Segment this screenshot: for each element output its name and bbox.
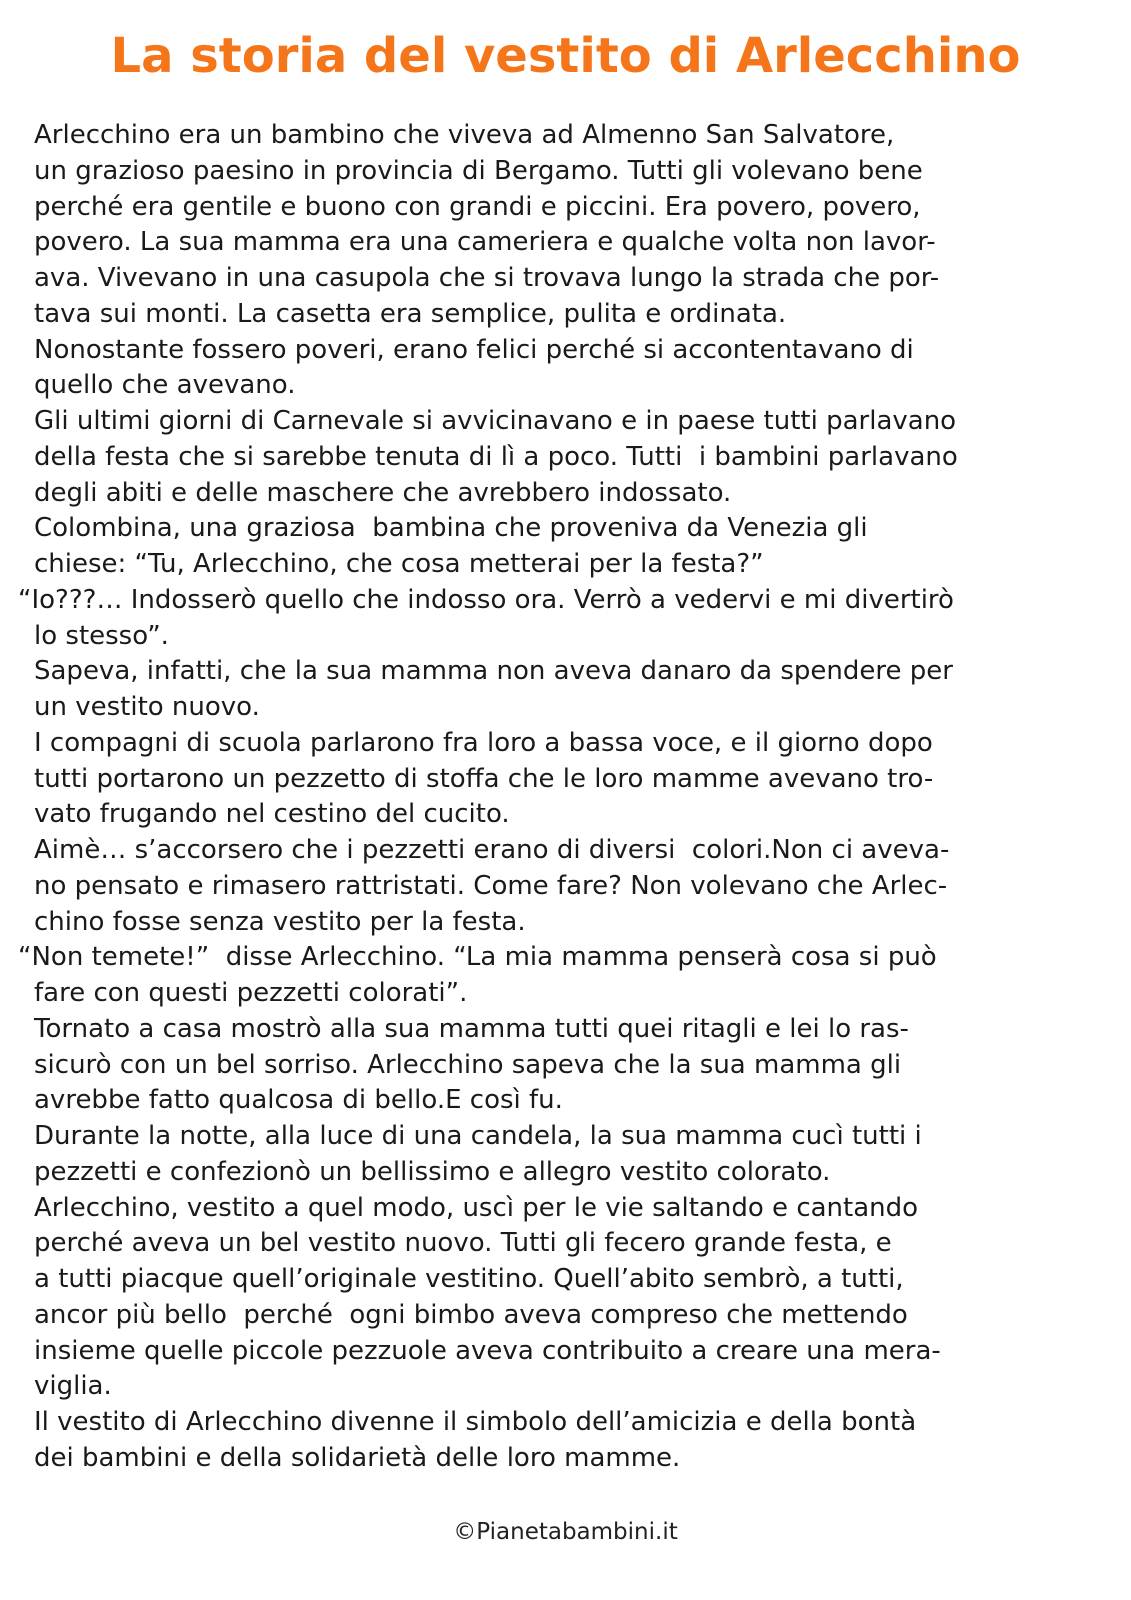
story-line: dei bambini e della solidarietà delle loro mamme. xyxy=(34,1442,681,1473)
story-line: vato frugando nel cestino del cucito. xyxy=(34,799,510,830)
copyright-footer: ©Pianetabambini.it xyxy=(453,1519,678,1545)
story-line: tava sui monti. La casetta era semplice, pulita e ordinata. xyxy=(34,298,787,329)
story-line: pezzetti e confezionò un bellissimo e allegro vestito colorato. xyxy=(34,1156,831,1187)
story-line: perché aveva un bel vestito nuovo. Tutti gli fecero grande festa, e xyxy=(34,1228,892,1259)
story-line: Arlecchino, vestito a quel modo, uscì per le vie saltando e cantando xyxy=(34,1192,919,1223)
story-line: no pensato e rimasero rattristati. Come fare? Non volevano che Arlec- xyxy=(34,870,948,901)
story-line: avrebbe fatto qualcosa di bello.E così fu. xyxy=(34,1085,563,1116)
story-line: insieme quelle piccole pezzuole aveva contribuito a creare una mera- xyxy=(34,1335,941,1366)
story-line: un grazioso paesino in provincia di Bergamo. Tutti gli volevano bene xyxy=(34,155,923,186)
story-line: Gli ultimi giorni di Carnevale si avvicinavano e in paese tutti parlavano xyxy=(34,406,957,436)
story-line: chiese: “Tu, Arlecchino, che cosa metterai per la festa?” xyxy=(34,549,764,579)
story-line: I compagni di scuola parlarono fra loro a bassa voce, e il giorno dopo xyxy=(34,727,933,758)
story-line: Aimè… s’accorsero che i pezzetti erano di diversi colori.Non ci aveva- xyxy=(34,835,950,865)
story-line: Nonostante fossero poveri, erano felici perché si accontentavano di xyxy=(34,334,914,365)
story-line: a tutti piacque quell’originale vestitino. Quell’abito sembrò, a tutti, xyxy=(34,1264,904,1294)
story-line: ancor più bello perché ogni bimbo aveva compreso che mettendo xyxy=(34,1299,908,1330)
story-line: “Non temete!” disse Arlecchino. “La mia mamma penserà cosa si può xyxy=(18,942,937,973)
story-line: Colombina, una graziosa bambina che proveniva da Venezia gli xyxy=(34,513,868,544)
story-line: Arlecchino era un bambino che viveva ad Almenno San Salvatore, xyxy=(34,120,895,150)
story-line: Tornato a casa mostrò alla sua mamma tutti quei ritagli e lei lo ras- xyxy=(34,1013,909,1044)
story-line: sicurò con un bel sorriso. Arlecchino sapeva che la sua mamma gli xyxy=(34,1049,902,1080)
story-line: un vestito nuovo. xyxy=(34,692,260,722)
story-body xyxy=(18,118,1096,1477)
story-line: degli abiti e delle maschere che avrebbero indossato. xyxy=(34,477,732,508)
story-line: Sapeva, infatti, che la sua mamma non aveva danaro da spendere per xyxy=(34,656,953,687)
page-title: La storia del vestito di Arlecchino xyxy=(110,28,1021,84)
story-line: Durante la notte, alla luce di una candela, la sua mamma cucì tutti i xyxy=(34,1121,922,1151)
story-line: “Io???… Indosserò quello che indosso ora. Verrò a vedervi e mi divertirò xyxy=(18,584,954,615)
story-line: lo stesso”. xyxy=(34,620,169,651)
story-line: Il vestito di Arlecchino divenne il simbolo dell’amicizia e della bontà xyxy=(34,1407,917,1437)
story-line: fare con questi pezzetti colorati”. xyxy=(34,978,468,1008)
story-line: della festa che si sarebbe tenuta di lì a poco. Tutti i bambini parlavano xyxy=(34,441,958,472)
story-line: povero. La sua mamma era una cameriera e qualche volta non lavor- xyxy=(34,227,936,258)
story-line: quello che avevano. xyxy=(34,370,296,401)
story-line: ava. Vivevano in una casupola che si trovava lungo la strada che por- xyxy=(34,263,940,293)
story-line: chino fosse senza vestito per la festa. xyxy=(34,906,526,937)
story-line: viglia. xyxy=(34,1371,112,1402)
story-line: perché era gentile e buono con grandi e piccini. Era povero, povero, xyxy=(34,191,921,222)
story-line: tutti portarono un pezzetto di stoffa che le loro mamme avevano tro- xyxy=(34,763,934,794)
